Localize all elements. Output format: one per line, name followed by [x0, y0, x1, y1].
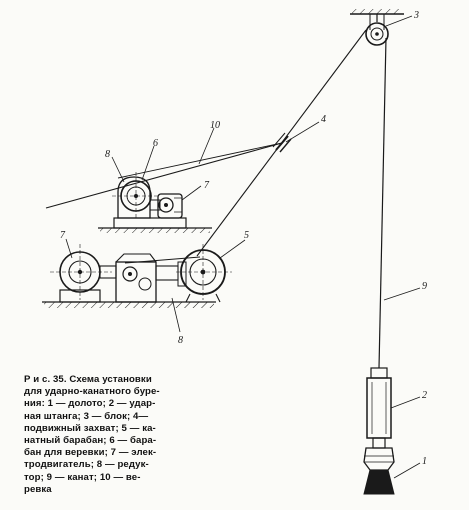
caption-line: ния: 1 — долото; 2 — удар-	[24, 398, 156, 410]
caption-line: тор; 9 — канат; 10 — ве-	[24, 471, 141, 483]
label-8-upper: 8	[105, 149, 110, 160]
caption-line: натный барабан; 6 — бара-	[24, 435, 157, 447]
caption-line: для ударно-канатного буре-	[24, 386, 160, 398]
label-5: 5	[244, 230, 249, 241]
label-3: 3	[414, 10, 419, 21]
drill-bit	[364, 448, 394, 494]
cable-vertical	[379, 38, 386, 368]
caption-line: ревка	[24, 483, 52, 495]
pulley-block	[366, 23, 388, 45]
drill-stem	[367, 368, 391, 448]
label-8-lower: 8	[178, 335, 183, 346]
movable-grip	[273, 133, 291, 152]
caption-line: подвижный захват; 5 — ка-	[24, 422, 156, 434]
rope-drum-assembly	[98, 172, 212, 233]
figure-caption	[24, 374, 202, 496]
label-7-lower: 7	[60, 230, 65, 241]
label-1: 1	[422, 456, 427, 467]
label-2: 2	[422, 390, 427, 401]
caption-line: ная штанга; 3 — блок; 4—	[24, 410, 149, 422]
label-10: 10	[210, 120, 220, 131]
label-6: 6	[153, 138, 158, 149]
caption-line: тродвигатель; 8 — редук-	[24, 459, 149, 471]
label-7-upper: 7	[204, 180, 209, 191]
ceiling-support	[350, 9, 404, 30]
label-4: 4	[321, 114, 326, 125]
caption-line: бан для веревки; 7 — элек-	[24, 447, 157, 459]
caption-line: Р и с. 35. Схема установки	[24, 374, 152, 385]
label-9: 9	[422, 281, 427, 292]
